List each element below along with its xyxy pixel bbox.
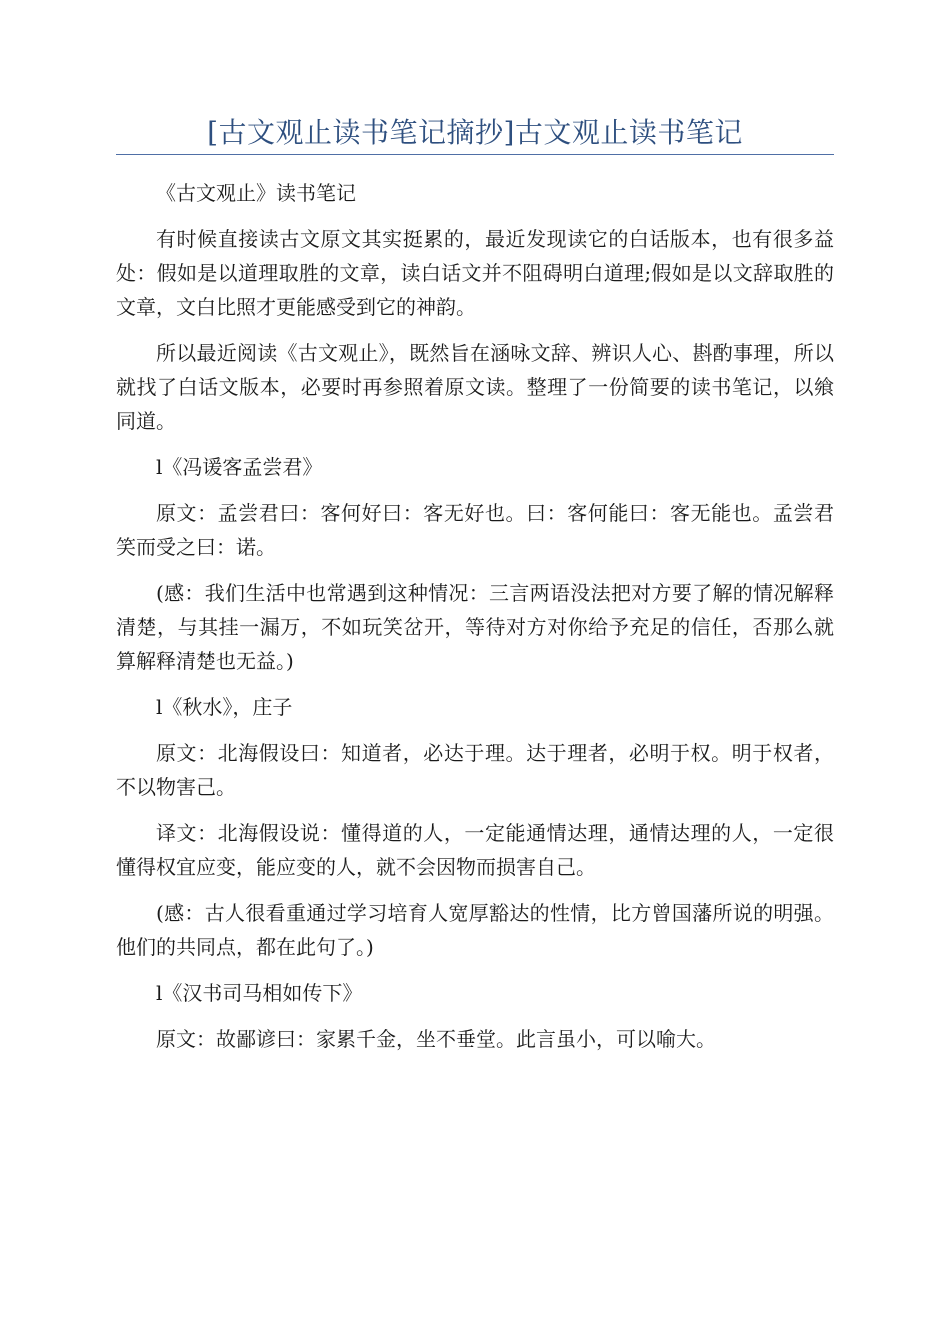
paragraph-original-1: 原文：孟尝君曰：客何好曰：客无好也。曰：客何能曰：客无能也。孟尝君笑而受之曰：诺。 — [116, 501, 834, 559]
paragraph-translation-2: 译文：北海假设说：懂得道的人，一定能通情达理，通情达理的人，一定很懂得权宜应变，能应变的人，就不会因物而损害自己。 — [116, 821, 834, 879]
paragraph-heading: 《古文观止》读书笔记 — [156, 181, 356, 205]
document-body — [116, 176, 834, 1068]
paragraph-original-2: 原文：北海假设曰：知道者，必达于理。达于理者，必明于权。明于权者，不以物害己。 — [116, 741, 834, 799]
paragraph-purpose: 所以最近阅读《古文观止》，既然旨在涵咏文辞、辨识人心、斟酌事理，所以就找了白话文版本，必要时再参照着原文读。整理了一份简要的读书笔记，以飨同道。 — [116, 341, 834, 433]
paragraph-original-3: 原文：故鄙谚曰：家累千金，坐不垂堂。此言虽小，可以喻大。 — [156, 1027, 716, 1051]
section-title-feng-xuan: l《冯谖客孟尝君》 — [156, 455, 323, 479]
paragraph-reflection-2: (感：古人很看重通过学习培育人宽厚豁达的性情，比方曾国藩所说的明强。他们的共同点，都在此句了。) — [116, 901, 834, 959]
title-underline — [116, 154, 834, 155]
paragraph-intro: 有时候直接读古文原文其实挺累的，最近发现读它的白话版本，也有很多益处：假如是以道理取胜的文章，读白话文并不阻碍明白道理;假如是以文辞取胜的文章，文白比照才更能感受到它的神韵。 — [116, 227, 834, 319]
section-title-han-shu: l《汉书司马相如传下》 — [156, 981, 363, 1005]
paragraph-reflection-1: (感：我们生活中也常遇到这种情况：三言两语没法把对方要了解的情况解释清楚，与其挂一漏万，不如玩笑岔开，等待对方对你给予充足的信任，否那么就算解释清楚也无益。) — [116, 581, 834, 673]
document-title: [古文观止读书笔记摘抄]古文观止读书笔记 — [207, 116, 743, 149]
section-title-qiu-shui: l《秋水》，庄子 — [156, 695, 293, 719]
